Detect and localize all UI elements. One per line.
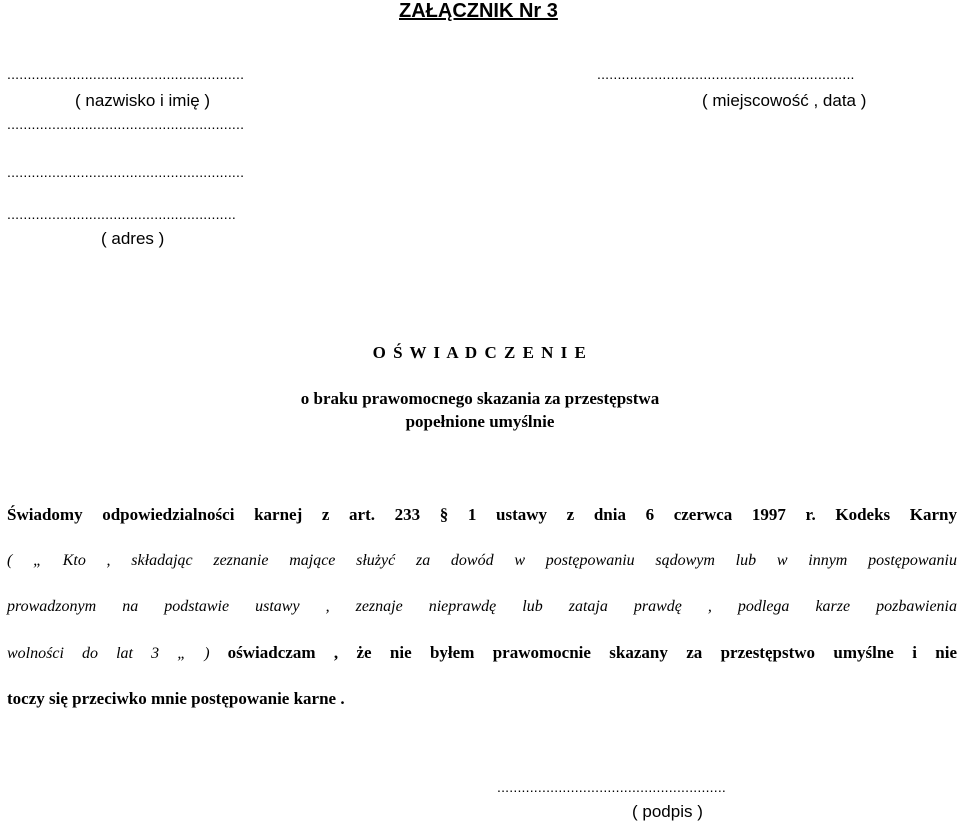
body-line-2: ( „ Kto , składając zeznanie mające służyć za dowód w postępowaniu sądowym lub w innym postępowaniu bbox=[7, 552, 957, 569]
attachment-title: ZAŁĄCZNIK Nr 3 bbox=[399, 0, 558, 22]
name-dotted-line: .......................................................... bbox=[7, 66, 245, 82]
address-dotted-line-3: ........................................................ bbox=[7, 206, 237, 222]
address-dotted-line-1: .......................................................... bbox=[7, 116, 245, 132]
body-line-3: prowadzonym na podstawie ustawy , zeznaje nieprawdę lub zataja prawdę , podlega karze pozbawienia bbox=[7, 598, 957, 615]
body-line-5: toczy się przeciwko mnie postępowanie karne . bbox=[7, 689, 345, 708]
name-label: ( nazwisko i imię ) bbox=[75, 91, 211, 110]
declaration-title: O Ś W I A D C Z E N I E bbox=[372, 343, 588, 362]
body-line-4-quote-end: wolności do lat 3 „ ) bbox=[7, 645, 228, 662]
address-dotted-line-2: .......................................................... bbox=[7, 164, 245, 180]
place-date-label: ( miejscowość , data ) bbox=[702, 91, 867, 110]
body-line-4 bbox=[7, 643, 957, 664]
body-line-4-statement: oświadczam , że nie byłem prawomocnie skazany za przestępstwo umyślne i nie bbox=[227, 643, 957, 662]
signature-dotted-line: ........................................................ bbox=[497, 779, 727, 795]
address-label: ( adres ) bbox=[101, 229, 165, 248]
declaration-subtitle-line-1: o braku prawomocnego skazania za przestępstwa bbox=[300, 389, 660, 408]
body-line-1: Świadomy odpowiedzialności karnej z art. 233 § 1 ustawy z dnia 6 czerwca 1997 r. Kodeks Karny bbox=[7, 505, 957, 524]
declaration-subtitle-line-2: popełnione umyślnie bbox=[405, 412, 555, 431]
signature-label: ( podpis ) bbox=[632, 802, 703, 821]
place-date-dotted-line: ............................................................... bbox=[597, 66, 855, 82]
